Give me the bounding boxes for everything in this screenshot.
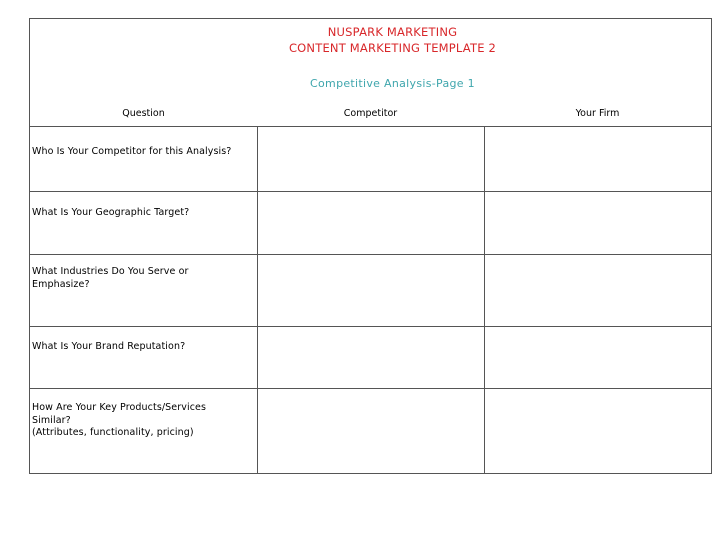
your-firm-answer-cell[interactable] — [484, 389, 711, 473]
table-header — [30, 19, 711, 127]
your-firm-answer-cell[interactable] — [484, 327, 711, 388]
table-row — [30, 255, 711, 327]
question-cell — [30, 255, 257, 326]
competitor-answer-cell[interactable] — [257, 389, 484, 473]
table-row — [30, 127, 711, 192]
table-row — [30, 327, 711, 389]
your-firm-answer-cell[interactable] — [484, 255, 711, 326]
competitor-answer-cell[interactable] — [257, 127, 484, 191]
column-header-competitor: Competitor — [343, 108, 398, 119]
question-text: How Are Your Key Products/Services Similar? (Attributes, functionality, pricing) — [32, 402, 207, 438]
competitor-answer-cell[interactable] — [257, 327, 484, 388]
your-firm-answer-cell[interactable] — [484, 192, 711, 254]
question-cell — [30, 389, 257, 473]
question-text: What Is Your Geographic Target? — [32, 207, 190, 218]
question-text: What Industries Do You Serve or Emphasize? — [32, 266, 189, 290]
template-title: CONTENT MARKETING TEMPLATE 2 — [288, 41, 497, 55]
question-cell — [30, 127, 257, 191]
question-cell — [30, 327, 257, 388]
page-subtitle: Competitive Analysis-Page 1 — [310, 77, 475, 90]
column-header-your-firm: Your Firm — [575, 108, 620, 119]
column-header-question: Question — [122, 108, 165, 119]
question-text: What Is Your Brand Reputation? — [32, 341, 186, 352]
competitive-analysis-table — [29, 18, 712, 474]
your-firm-answer-cell[interactable] — [484, 127, 711, 191]
question-cell — [30, 192, 257, 254]
competitor-answer-cell[interactable] — [257, 192, 484, 254]
company-title: NUSPARK MARKETING — [327, 25, 458, 39]
question-text: Who Is Your Competitor for this Analysis? — [32, 146, 232, 157]
table-row — [30, 389, 711, 473]
competitor-answer-cell[interactable] — [257, 255, 484, 326]
table-row — [30, 192, 711, 255]
